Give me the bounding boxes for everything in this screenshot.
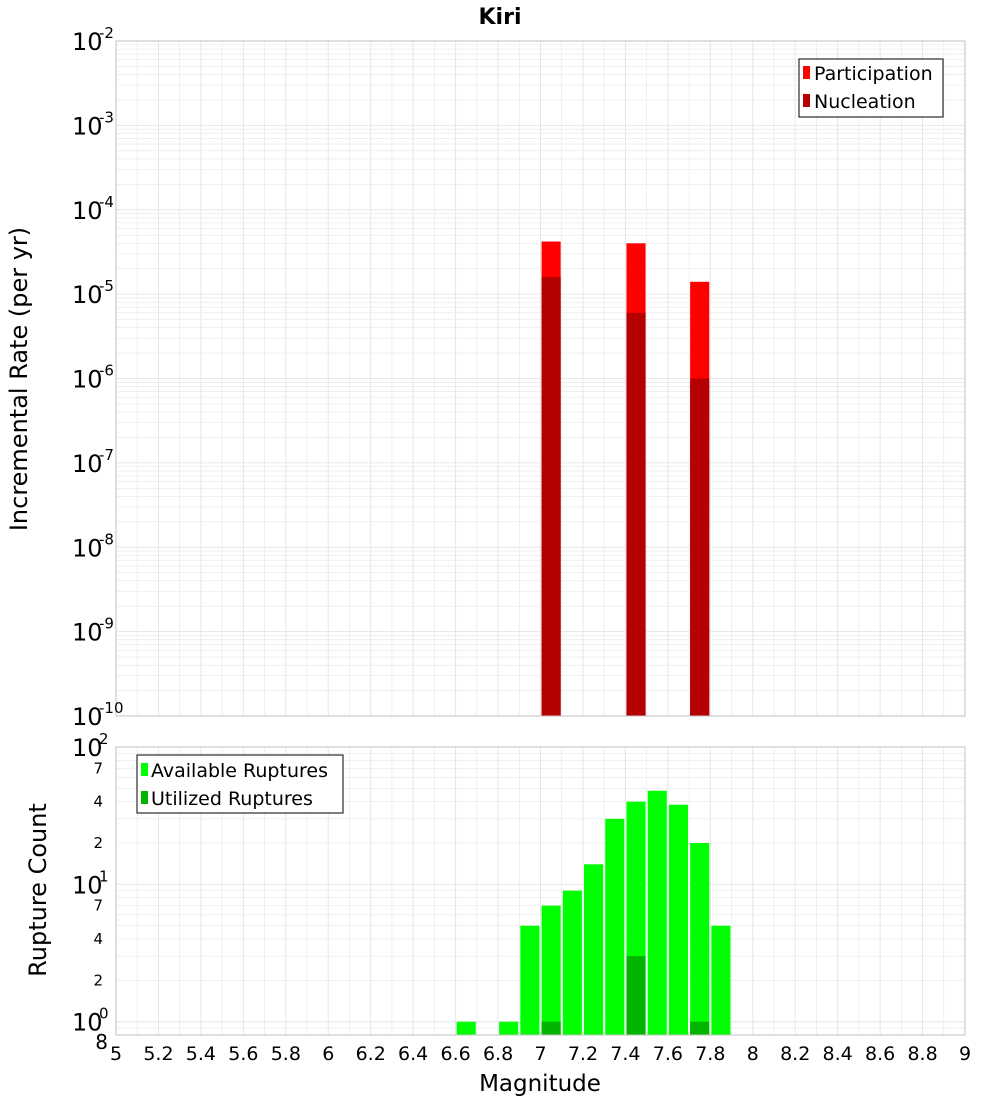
x-tick-label: 5 <box>109 1043 123 1065</box>
top-y-tick-exponent: -2 <box>99 24 114 42</box>
x-tick-label: 7.8 <box>695 1043 726 1065</box>
top-y-tick-base: 10 <box>72 365 103 394</box>
legend-swatch-utilized <box>141 791 148 804</box>
x-tick-label: 8 <box>746 1043 759 1065</box>
legend-label-available: Available Ruptures <box>151 760 328 782</box>
available-ruptures-bar <box>542 906 561 1035</box>
top-y-tick <box>72 615 114 647</box>
top-y-tick <box>72 530 114 562</box>
x-tick-label: 9 <box>958 1043 972 1065</box>
bottom-chart <box>24 730 971 1097</box>
top-y-tick-base: 10 <box>72 112 103 141</box>
x-tick-label: 6.8 <box>482 1043 514 1065</box>
bottom-y-tick-base: 10 <box>72 734 103 762</box>
utilized-ruptures-bar <box>542 1022 561 1035</box>
available-ruptures-bar <box>584 864 603 1035</box>
legend-label-utilized: Utilized Ruptures <box>151 788 313 810</box>
top-y-tick-exponent: -7 <box>99 445 114 464</box>
legend-swatch-nucleation <box>803 94 810 107</box>
x-tick-label: 5.2 <box>143 1043 174 1065</box>
bottom-y-tick-exponent: 0 <box>99 1004 109 1023</box>
x-tick-label: 6 <box>322 1043 335 1065</box>
x-tick-label: 7 <box>534 1043 547 1065</box>
bottom-y-axis-label: Rupture Count <box>24 803 52 977</box>
top-y-tick <box>72 446 114 478</box>
bottom-legend <box>137 755 343 813</box>
bottom-y-minor-tick: 4 <box>93 792 103 811</box>
bottom-y-minor-tick: 7 <box>93 759 103 778</box>
available-ruptures-bar <box>648 791 667 1035</box>
chart-title: Kiri <box>478 5 522 30</box>
x-tick-label: 5.6 <box>228 1043 259 1065</box>
top-y-axis-label: Incremental Rate (per yr) <box>5 226 33 532</box>
top-y-tick <box>72 24 114 56</box>
available-ruptures-bar <box>457 1022 476 1035</box>
bottom-y-tick-exponent: 1 <box>99 867 109 886</box>
top-y-tick-base: 10 <box>72 28 103 56</box>
bottom-y-tick-exponent: 2 <box>99 730 109 748</box>
bottom-y-minor-tick: 4 <box>93 930 103 948</box>
available-ruptures-bar <box>563 891 582 1035</box>
top-y-tick <box>72 108 114 140</box>
top-y-tick-exponent: -6 <box>99 361 114 380</box>
utilized-ruptures-bar <box>626 956 645 1035</box>
x-tick-label: 8.4 <box>822 1043 853 1065</box>
x-tick-label: 5.8 <box>270 1043 301 1065</box>
available-ruptures-bar <box>605 819 624 1035</box>
x-tick-label: 6.4 <box>398 1043 429 1065</box>
legend-label-nucleation: Nucleation <box>814 91 916 113</box>
available-ruptures-bar <box>669 805 688 1035</box>
bottom-y-minor-tick: 2 <box>93 971 103 990</box>
available-ruptures-bar <box>711 926 730 1035</box>
top-y-tick-base: 10 <box>72 534 103 563</box>
legend-swatch-participation <box>803 66 810 79</box>
nucleation-bar <box>626 313 645 716</box>
x-axis-label: Magnitude <box>479 1071 601 1097</box>
top-legend <box>799 59 943 117</box>
bottom-y-tick <box>72 867 109 899</box>
top-y-tick <box>72 277 114 309</box>
top-y-tick-exponent: -4 <box>99 192 114 211</box>
bottom-y-tick-base: 10 <box>72 1008 103 1037</box>
available-ruptures-bar <box>499 1022 518 1035</box>
x-tick-label: 7.2 <box>567 1043 599 1065</box>
bottom-y-minor-tick: 7 <box>93 896 103 915</box>
legend-label-participation: Participation <box>814 63 933 85</box>
top-y-tick-base: 10 <box>72 703 103 731</box>
bottom-y-tick-labels <box>72 730 109 1054</box>
x-tick-label: 5.4 <box>185 1043 217 1065</box>
bottom-y-tick <box>72 730 109 762</box>
x-tick-label: 8.2 <box>780 1043 811 1065</box>
x-tick-label: 7.6 <box>652 1043 683 1065</box>
bottom-y-minor-tick: 8 <box>95 1030 108 1054</box>
x-tick-label: 8.6 <box>864 1043 896 1065</box>
available-ruptures-bar <box>690 843 709 1035</box>
bottom-y-minor-tick: 2 <box>93 834 103 852</box>
top-chart <box>5 24 965 731</box>
x-tick-labels <box>110 1043 971 1065</box>
top-y-tick-exponent: -5 <box>99 277 114 296</box>
top-y-tick-base: 10 <box>72 449 103 478</box>
available-ruptures-bar <box>520 926 539 1035</box>
x-tick-label: 8.8 <box>907 1043 938 1065</box>
top-grid <box>116 41 965 716</box>
bottom-y-tick-base: 10 <box>72 871 103 900</box>
x-tick-label: 7.4 <box>610 1043 641 1065</box>
top-y-tick-base: 10 <box>72 618 103 647</box>
top-y-tick-exponent: -8 <box>99 530 114 549</box>
x-tick-label: 6.2 <box>355 1043 386 1065</box>
utilized-ruptures-bar <box>690 1022 709 1035</box>
top-y-tick <box>72 362 114 394</box>
top-y-tick-exponent: -3 <box>99 108 114 127</box>
nucleation-bar <box>690 379 709 717</box>
legend-swatch-available <box>141 763 148 776</box>
top-y-tick-exponent: -10 <box>99 699 124 717</box>
top-y-tick-base: 10 <box>72 281 103 310</box>
nucleation-bar <box>542 277 561 716</box>
top-y-tick <box>72 699 124 731</box>
top-y-tick <box>72 193 114 225</box>
top-y-tick-exponent: -9 <box>99 614 114 633</box>
x-tick-label: 6.6 <box>440 1043 471 1065</box>
top-y-tick-base: 10 <box>72 196 103 225</box>
